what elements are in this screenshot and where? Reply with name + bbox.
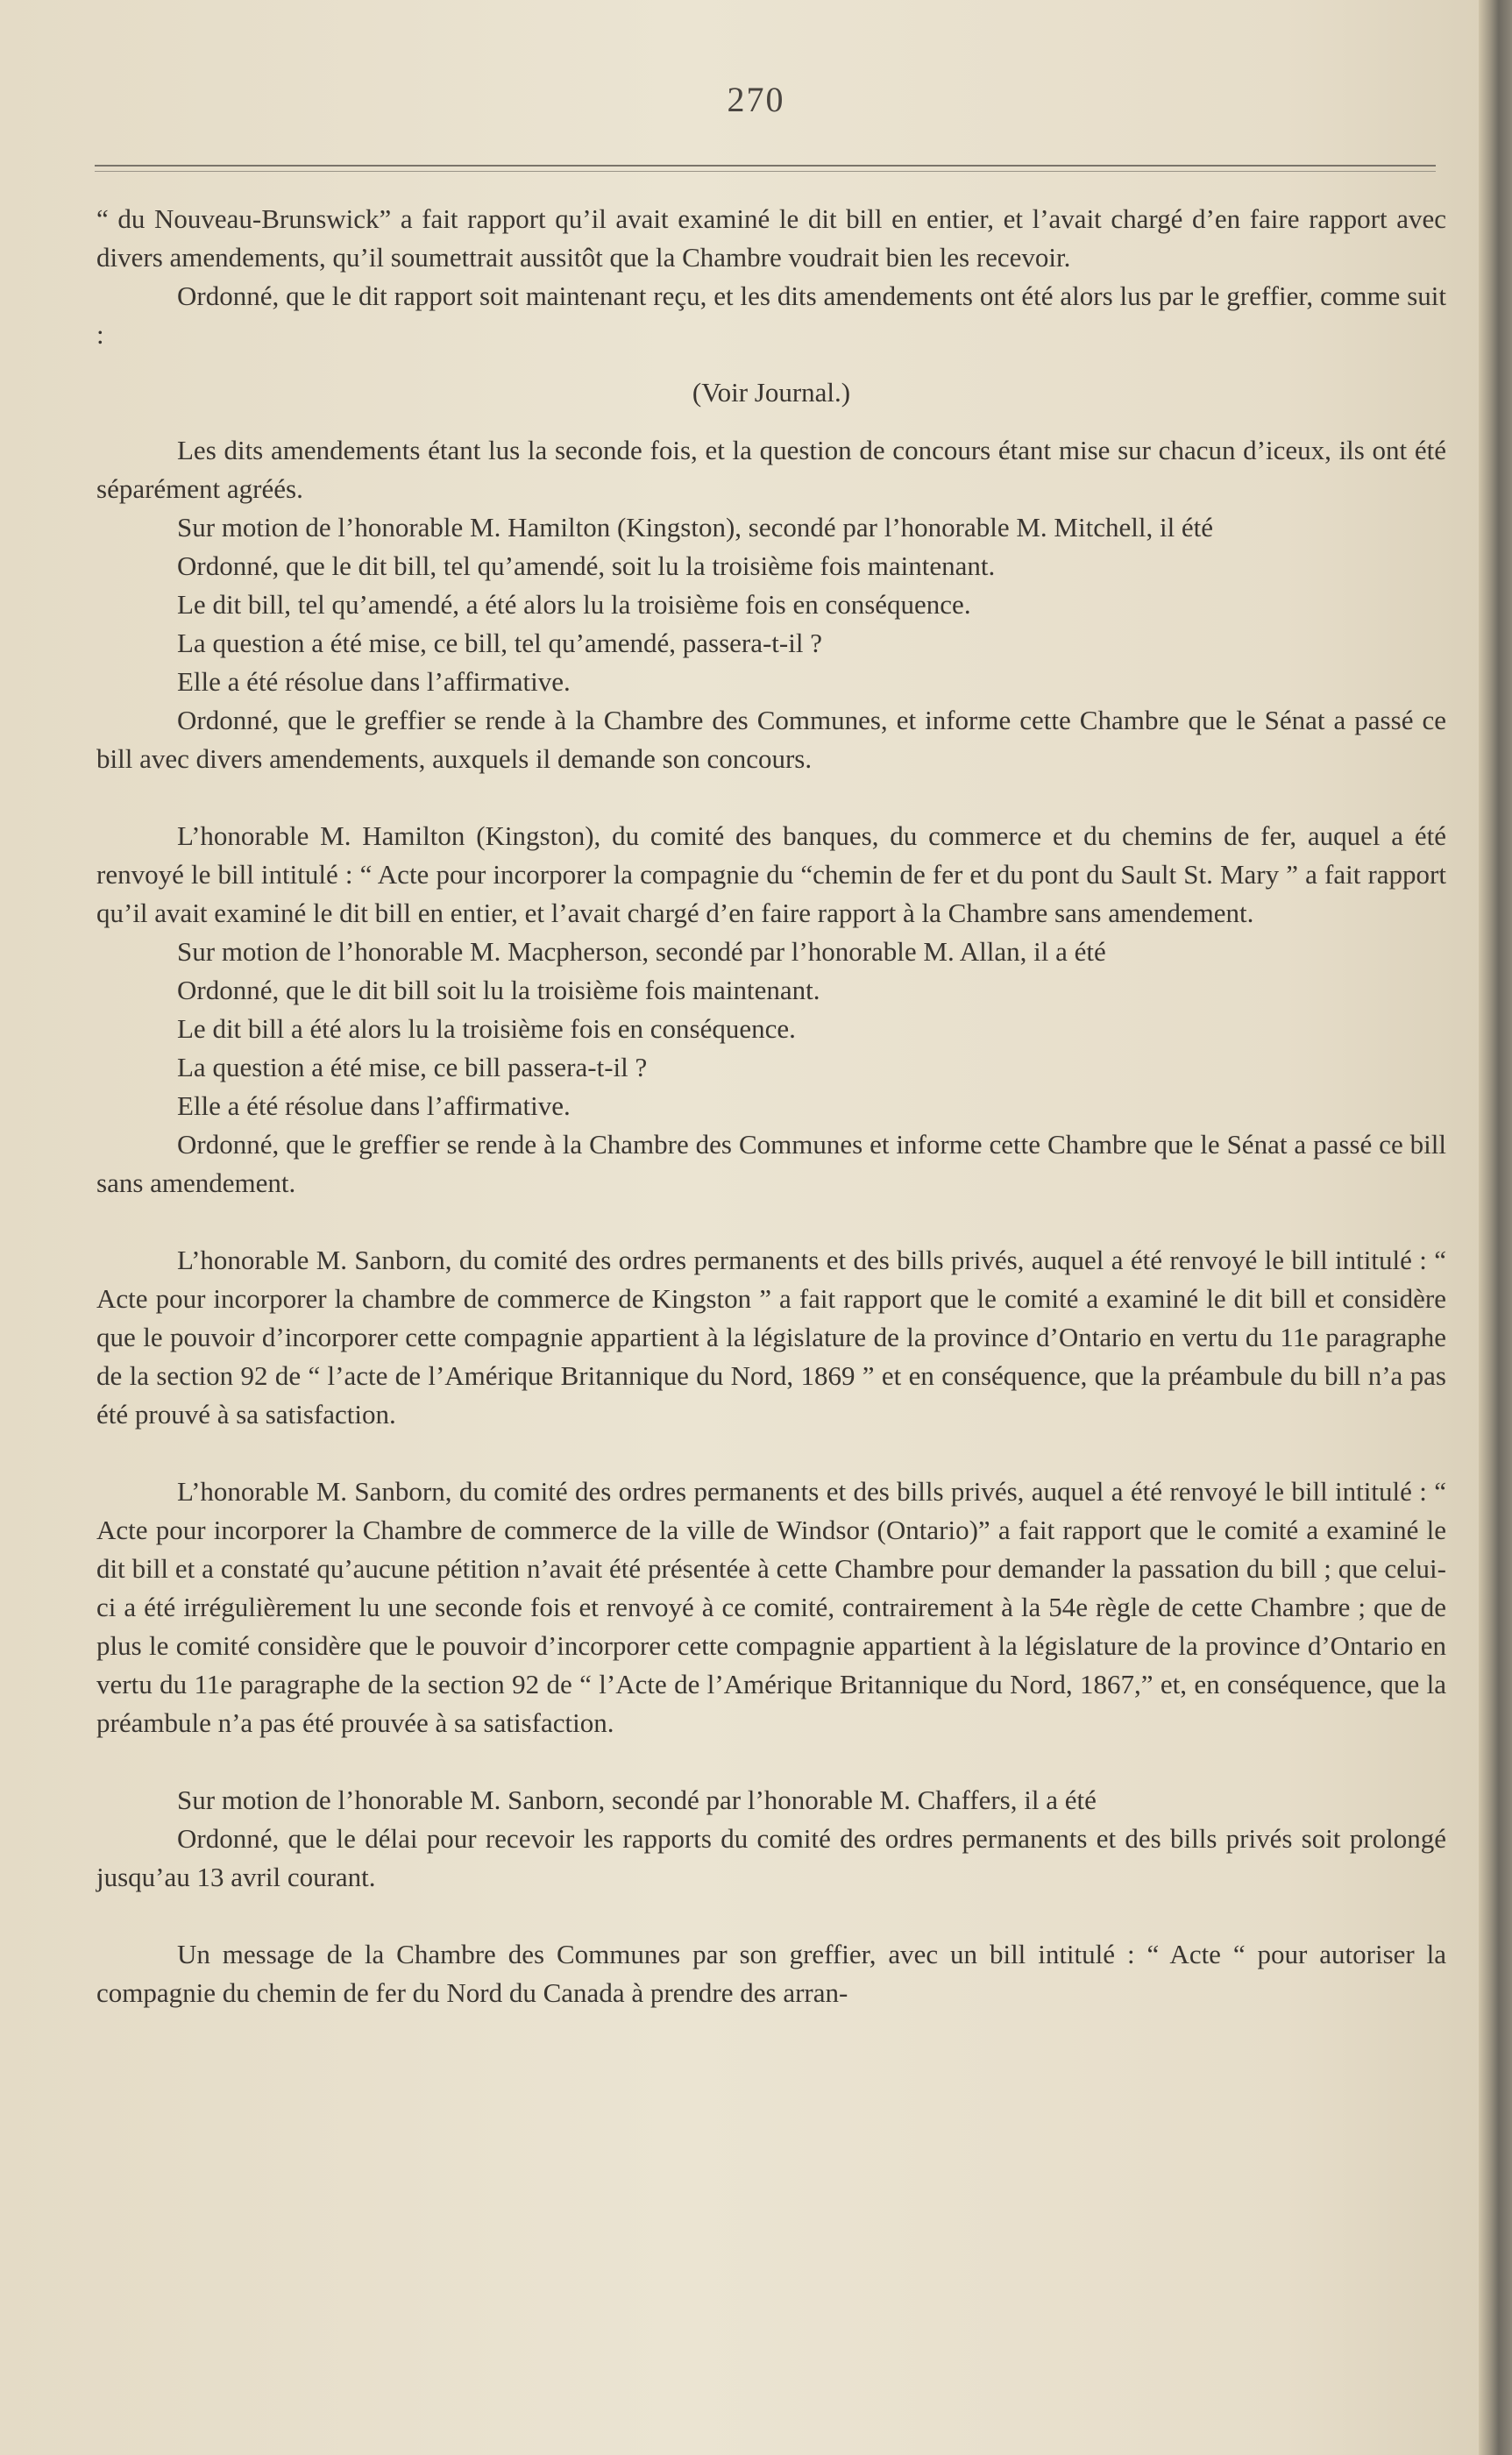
paragraph: Ordonné, que le greffier se rende à la Chambre des Communes et informe cette Chambre que le Sénat a passé ce bill sans amendement. <box>96 1129 1446 1198</box>
paragraph: Les dits amendements étant lus la seconde fois, et la question de concours étant mise sur chacun d’iceux, ils ont été séparément agréés. <box>96 435 1446 504</box>
paragraph: Elle a été résolue dans l’affirmative. <box>177 666 571 697</box>
paragraph: Elle a été résolue dans l’affirmative. <box>177 1090 571 1121</box>
paragraph: Ordonné, que le délai pour recevoir les rapports du comité des ordres permanents et des bills privés soit prolongé jusqu’au 13 avril courant. <box>96 1823 1446 1892</box>
paragraph: Le dit bill, tel qu’amendé, a été alors lu la troisième fois en conséquence. <box>177 589 971 620</box>
paragraph: La question a été mise, ce bill, tel qu’amendé, passera-t-il ? <box>177 628 822 658</box>
paragraph: “ du Nouveau-Brunswick” a fait rapport qu’il avait examiné le dit bill en entier, et l’avait chargé d’en faire rapport avec divers amendements, qu’il soumettrait aussitôt que la Chambre voudrait bien les recevoir. <box>96 203 1446 273</box>
paragraph-gap <box>96 1897 1446 1935</box>
paragraph-gap <box>96 778 1446 817</box>
paragraph: Un message de la Chambre des Communes par son greffier, avec un bill intitulé : “ Acte “ pour autoriser la compagnie du chemin de fer du Nord du Canada à prendre des arran- <box>96 1939 1446 2008</box>
paragraph: Ordonné, que le greffier se rende à la Chambre des Communes, et informe cette Chambre que le Sénat a passé ce bill avec divers amendements, auxquels il demande son concours. <box>96 705 1446 774</box>
paragraph: L’honorable M. Hamilton (Kingston), du comité des banques, du commerce et du chemins de fer, auquel a été renvoyé le bill intitulé : “ Acte pour incorporer la compagnie du “chemin de fer et du pont du Sault St. Mary ” a fait rapport qu’il avait examiné le dit bill en entier, et l’avait chargé d’en faire rapport à la Chambre sans amendement. <box>96 820 1446 928</box>
paragraph-gap <box>96 1434 1446 1472</box>
paragraph: L’honorable M. Sanborn, du comité des ordres permanents et des bills privés, auquel a été renvoyé le bill intitulé : “ Acte pour incorporer la Chambre de commerce de la ville de Windsor (Ontario)” a fait rapport que le comité a examiné le dit bill et a constaté qu’aucune pétition n’avait été présentée à cette Chambre pour demander la passation du bill ; que celui-ci a été irrégulièrement lu une seconde fois et renvoyé à ce comité, contrairement à la 54e règle de cette Chambre ; que de plus le comité considère que le pouvoir d’incorporer cette compagnie appartient à la législature de la province d’Ontario en vertu du 11e paragraphe de la section 92 de “ l’Acte de l’Amérique Britannique du Nord, 1867,” et, en conséquence, que la préambule n’a pas été prouvée à sa satisfaction. <box>96 1476 1446 1738</box>
page-body <box>96 200 1446 2012</box>
paragraph: Ordonné, que le dit bill soit lu la troisième fois maintenant. <box>177 975 820 1005</box>
paragraph: Sur motion de l’honorable M. Macpherson, secondé par l’honorable M. Allan, il a été <box>177 936 1106 967</box>
book-spine-edge <box>1479 0 1512 2455</box>
paragraph-gap <box>96 1203 1446 1241</box>
header-rule-secondary <box>95 171 1436 172</box>
paragraph: Sur motion de l’honorable M. Hamilton (Kingston), secondé par l’honorable M. Mitchell, il été <box>177 512 1214 543</box>
paragraph: Ordonné, que le dit bill, tel qu’amendé, soit lu la troisième fois maintenant. <box>177 550 996 581</box>
paragraph: Le dit bill a été alors lu la troisième fois en conséquence. <box>177 1013 796 1044</box>
paragraph: Ordonné, que le dit rapport soit maintenant reçu, et les dits amendements ont été alors lus par le greffier, comme suit : <box>96 280 1446 350</box>
paragraph: La question a été mise, ce bill passera-t-il ? <box>177 1052 648 1082</box>
paragraph-gap <box>96 1742 1446 1781</box>
page-number: 270 <box>727 80 785 119</box>
journal-reference: (Voir Journal.) <box>692 377 851 408</box>
paragraph: Sur motion de l’honorable M. Sanborn, secondé par l’honorable M. Chaffers, il a été <box>177 1784 1097 1815</box>
header-rule <box>95 165 1436 167</box>
paragraph: L’honorable M. Sanborn, du comité des ordres permanents et des bills privés, auquel a été renvoyé le bill intitulé : “ Acte pour incorporer la chambre de commerce de Kingston ” a fait rapport que le comité a examiné le dit bill et considère que le pouvoir d’incorporer cette compagnie appartient à la législature de la province d’Ontario en vertu du 11e paragraphe de la section 92 de “ l’acte de l’Amérique Britannique du Nord, 1869 ” et en conséquence, que la préambule du bill n’a pas été prouvé à sa satisfaction. <box>96 1245 1446 1430</box>
